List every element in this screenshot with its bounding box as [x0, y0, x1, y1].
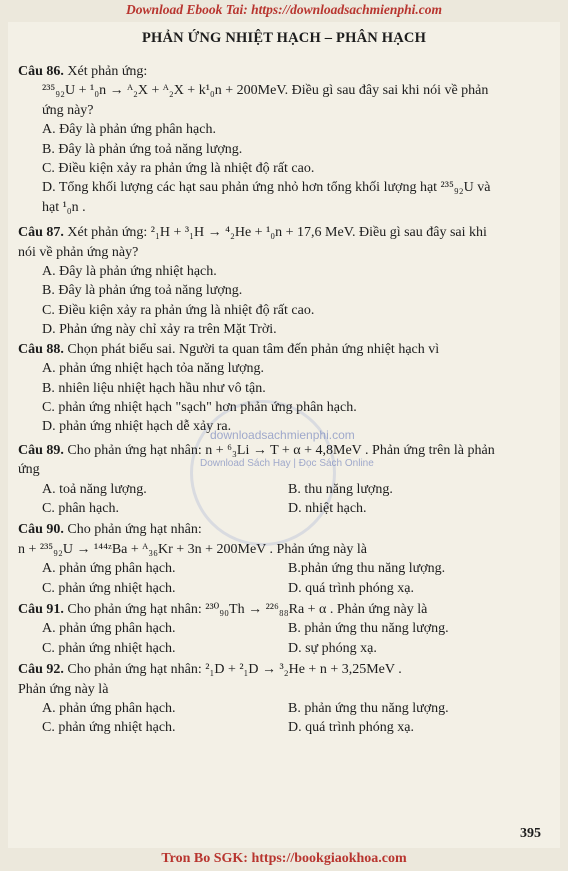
answer-option[interactable]: A. Đây là phản ứng phân hạch.: [42, 122, 216, 138]
watermark-subtext: Download Sách Hay | Đọc Sách Online: [200, 458, 374, 469]
question-stem: Chọn phát biểu sai. Người ta quan tâm đến phản ứng nhiệt hạch vì: [67, 341, 440, 357]
answer-option[interactable]: B.phản ứng thu năng lượng.: [288, 561, 446, 577]
answer-option[interactable]: A. toả năng lượng.: [42, 481, 147, 497]
question-stem: Cho phản ứng hạt nhân: ²³⁰₉₀Th → ²²⁶₈₈Ra + α . Phản ứng này là: [67, 601, 428, 617]
question-label: Câu 88.: [18, 341, 64, 357]
question-equation: ²³⁵₉₂U + ¹₀n → ᴬ₂X + ᴬ₂X + k¹₀n + 200MeV. Điều gì sau đây sai khi nói về phản ứng này?: [42, 83, 489, 118]
answer-option[interactable]: B. nhiên liệu nhiệt hạch hầu như vô tận.: [42, 380, 266, 396]
question-90: [18, 520, 504, 598]
answer-option[interactable]: C. Điều kiện xảy ra phản ứng là nhiệt độ rất cao.: [42, 161, 315, 177]
answer-option[interactable]: B. phản ứng thu năng lượng.: [288, 701, 449, 716]
answer-option[interactable]: C. Điều kiện xảy ra phản ứng là nhiệt độ rất cao.: [42, 302, 315, 318]
answer-option[interactable]: A. phản ứng nhiệt hạch tỏa năng lượng.: [42, 361, 265, 377]
answer-option[interactable]: B. Đây là phản ứng toả năng lượng.: [42, 283, 243, 299]
question-label: Câu 90.: [18, 522, 64, 538]
question-89: [18, 441, 504, 519]
answer-option[interactable]: B. phản ứng thu năng lượng.: [288, 621, 449, 637]
question-stem-continued: Phản ứng này là: [18, 681, 109, 697]
answer-option[interactable]: C. phân hạch.: [42, 500, 119, 516]
answer-option[interactable]: B. Đây là phản ứng toả năng lượng.: [42, 141, 243, 157]
answer-option[interactable]: D. Phản ứng này chỉ xảy ra trên Mặt Trời.: [42, 322, 277, 338]
question-stem: Cho phản ứng hạt nhân: n + ⁶₃Li → T + α + 4,8MeV . Phản ứng trên là phản ứng: [18, 442, 495, 478]
question-label: Câu 92.: [18, 662, 64, 678]
question-stem: Cho phản ứng hạt nhân:: [67, 522, 202, 538]
question-88: [18, 340, 504, 437]
answer-option[interactable]: A. Đây là phản ứng nhiệt hạch.: [42, 264, 217, 280]
question-label: Câu 86.: [18, 64, 64, 79]
answer-option[interactable]: C. phản ứng nhiệt hạch "sạch" hơn phản ứng phân hạch.: [42, 399, 357, 415]
answer-option[interactable]: D. sự phóng xạ.: [288, 640, 377, 656]
answer-option[interactable]: C. phản ứng nhiệt hạch.: [42, 640, 176, 656]
question-stem: Xét phản ứng: ²₁H + ³₁H → ⁴₂He + ¹₀n + 17,6 MeV. Điều gì sau đây sai khi nói về phản ứng này?: [18, 225, 487, 260]
page-number: 395: [520, 826, 541, 841]
question-list: [18, 62, 504, 738]
answer-option[interactable]: A. phản ứng phân hạch.: [42, 621, 176, 637]
answer-option[interactable]: D. quá trình phóng xạ.: [288, 580, 414, 596]
download-header-link[interactable]: Download Ebook Tai: https://downloadsachmienphi.com: [125, 2, 443, 17]
question-92: [18, 660, 504, 738]
question-label: Câu 89.: [18, 442, 64, 458]
question-87: [18, 223, 504, 339]
download-footer-link[interactable]: Tron Bo SGK: https://bookgiaokhoa.com: [161, 851, 407, 866]
question-label: Câu 87.: [18, 225, 64, 241]
answer-option[interactable]: D. quá trình phóng xạ.: [288, 720, 414, 736]
question-equation: n + ²³⁵₉₂U → ¹⁴⁴ᶻBa + ᴬ₃₆Kr + 3n + 200MeV . Phản ứng này là: [18, 541, 367, 557]
question-label: Câu 91.: [18, 601, 64, 617]
answer-option[interactable]: D. Tổng khối lượng các hạt sau phản ứng nhỏ hơn tổng khối lượng hạt ²³⁵₉₂U và hạt ¹₀n .: [42, 180, 491, 215]
question-86: [18, 62, 504, 217]
answer-option[interactable]: D. phản ứng nhiệt hạch dễ xảy ra.: [42, 419, 232, 435]
answer-option[interactable]: D. nhiệt hạch.: [288, 500, 367, 516]
question-stem: Xét phản ứng:: [67, 64, 148, 79]
watermark-text: downloadsachmienphi.com: [210, 428, 355, 442]
question-91: [18, 600, 504, 658]
answer-option[interactable]: C. phản ứng nhiệt hạch.: [42, 720, 176, 736]
answer-option[interactable]: A. phản ứng phân hạch.: [42, 701, 176, 716]
answer-option[interactable]: B. thu năng lượng.: [288, 481, 393, 497]
question-stem: Cho phản ứng hạt nhân: ²₁D + ²₁D → ³₂He + n + 3,25MeV .: [67, 662, 402, 678]
answer-option[interactable]: A. phản ứng phân hạch.: [42, 561, 176, 577]
section-title: PHẢN ỨNG NHIỆT HẠCH – PHÂN HẠCH: [141, 30, 427, 46]
answer-option[interactable]: C. phản ứng nhiệt hạch.: [42, 580, 176, 596]
